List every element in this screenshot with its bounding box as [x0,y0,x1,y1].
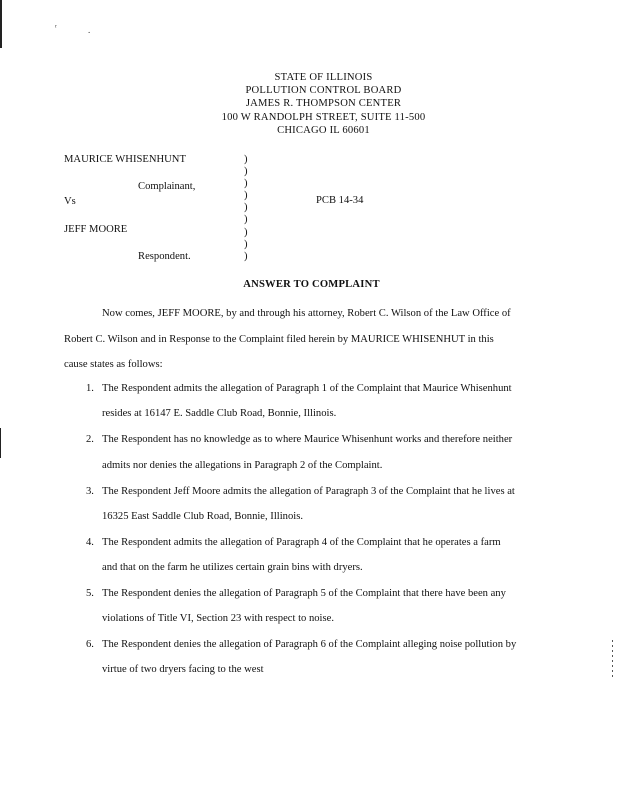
scan-speck: . [88,25,91,35]
caption-parentheses [244,154,248,263]
document-title-text: ANSWER TO COMPLAINT [243,279,380,290]
item-3-line-2: 16325 East Saddle Club Road, Bonnie, Illinois. [102,511,303,522]
item-2-line-1: The Respondent has no knowledge as to where Maurice Whisenhunt works and therefore neither [102,434,513,445]
case-number: PCB 14-34 [316,195,364,206]
scan-edge-mark [0,0,2,48]
paren: ) [244,250,248,262]
paren: ) [244,178,248,190]
header-state: STATE OF ILLINOIS [274,72,373,83]
item-4-line-1: The Respondent admits the allegation of Paragraph 4 of the Complaint that he operates a farm [102,537,501,548]
item-3-line-1: The Respondent Jeff Moore admits the allegation of Paragraph 3 of the Complaint that he lives at [102,486,515,497]
paren: ) [244,202,248,214]
paren: ) [244,154,248,165]
item-5-line-2: violations of Title VI, Section 23 with respect to noise. [102,613,334,624]
paren: ) [244,226,248,238]
paren: ) [244,214,248,226]
item-1-line-1: The Respondent admits the allegation of Paragraph 1 of the Complaint that Maurice Whisenhunt [102,383,512,394]
paren: ) [244,166,248,178]
document-title [0,279,619,290]
header-street: 100 W RANDOLPH STREET, SUITE 11-500 [221,111,426,123]
header-center: JAMES R. THOMPSON CENTER [245,98,402,110]
scan-edge-dots [612,640,613,680]
item-number: 2. [86,434,94,445]
scan-speck: ʳ [55,22,57,32]
respondent-name: JEFF MOORE [64,224,128,235]
paren: ) [244,238,248,250]
header-board: POLLUTION CONTROL BOARD [245,85,402,97]
versus-label: Vs [64,196,76,207]
item-6-line-2: virtue of two dryers facing to the west [102,664,264,675]
scan-edge-mark-lower [0,428,1,458]
item-4-line-2: and that on the farm he utilizes certain grain bins with dryers. [102,562,363,573]
item-5-line-1: The Respondent denies the allegation of Paragraph 5 of the Complaint that there have been any [102,588,506,599]
intro-line-2: Robert C. Wilson and in Response to the Complaint filed herein by MAURICE WHISENHUT in this [64,334,494,345]
court-header [0,71,619,137]
paren: ) [244,190,248,202]
intro-line-1: Now comes, JEFF MOORE, by and through his attorney, Robert C. Wilson of the Law Office of [102,308,511,319]
item-6-line-1: The Respondent denies the allegation of Paragraph 6 of the Complaint alleging noise pollution by [102,639,517,650]
item-1-line-2: resides at 16147 E. Saddle Club Road, Bonnie, Illinois. [102,408,337,419]
intro-line-3: cause states as follows: [64,359,163,370]
item-number: 1. [86,383,94,394]
item-number: 4. [86,537,94,548]
complainant-label: Complainant, [138,181,196,192]
item-2-line-2: admits nor denies the allegations in Paragraph 2 of the Complaint. [102,460,383,471]
header-city: CHICAGO IL 60601 [277,124,370,136]
item-number: 5. [86,588,94,599]
item-number: 3. [86,486,94,497]
respondent-label: Respondent. [138,251,191,262]
item-number: 6. [86,639,94,650]
complainant-name: MAURICE WHISENHUNT [64,154,186,165]
